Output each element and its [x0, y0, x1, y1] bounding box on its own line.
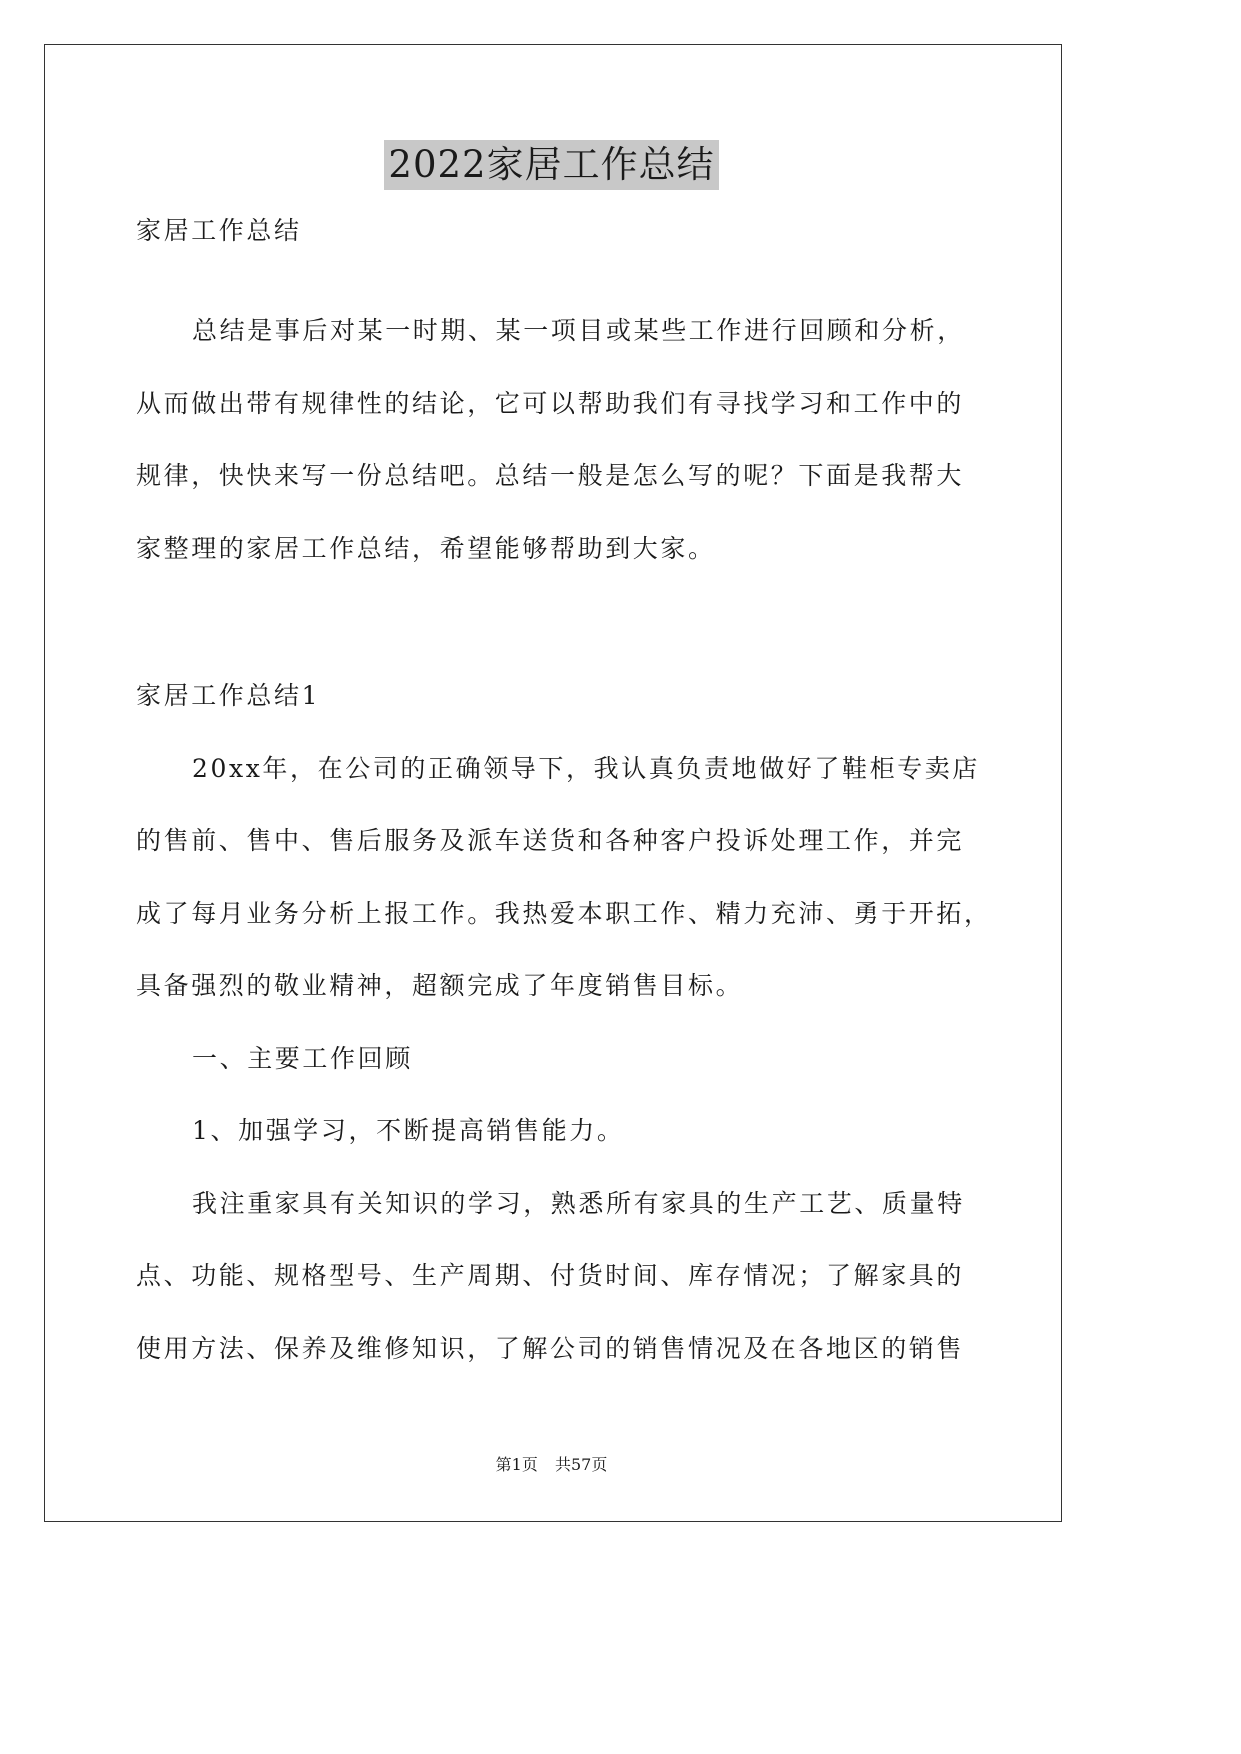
paragraph-line: 使用方法、保养及维修知识，了解公司的销售情况及在各地区的销售	[136, 1334, 965, 1363]
paragraph-line: 规律，快快来写一份总结吧。总结一般是怎么写的呢？下面是我帮大	[136, 461, 965, 490]
paragraph-line: 我注重家具有关知识的学习，熟悉所有家具的生产工艺、质量特	[192, 1189, 965, 1218]
section-heading: 家居工作总结1	[136, 681, 321, 710]
page-number: 第1页	[495, 1455, 538, 1474]
subheading: 一、主要工作回顾	[192, 1044, 413, 1073]
paragraph-line: 点、功能、规格型号、生产周期、付货时间、库存情况；了解家具的	[136, 1261, 965, 1290]
section-heading: 家居工作总结	[136, 216, 302, 245]
paragraph-line: 20xx年，在公司的正确领导下，我认真负责地做好了鞋柜专卖店	[192, 754, 981, 783]
document-title-text: 2022家居工作总结	[384, 140, 718, 190]
document-title	[0, 140, 1103, 190]
paragraph-line: 家整理的家居工作总结，希望能够帮助到大家。	[136, 534, 716, 563]
subheading: 1、加强学习，不断提高销售能力。	[192, 1116, 625, 1145]
paragraph-line: 具备强烈的敬业精神，超额完成了年度销售目标。	[136, 971, 744, 1000]
paragraph-line: 成了每月业务分析上报工作。我热爱本职工作、精力充沛、勇于开拓，	[136, 899, 992, 928]
paragraph-line: 的售前、售中、售后服务及派车送货和各种客户投诉处理工作，并完	[136, 826, 965, 855]
paragraph-line: 从而做出带有规律性的结论，它可以帮助我们有寻找学习和工作中的	[136, 389, 965, 418]
page-total: 共57页	[554, 1455, 608, 1474]
page-footer	[0, 1454, 1103, 1476]
paragraph-line: 总结是事后对某一时期、某一项目或某些工作进行回顾和分析，	[192, 316, 965, 345]
